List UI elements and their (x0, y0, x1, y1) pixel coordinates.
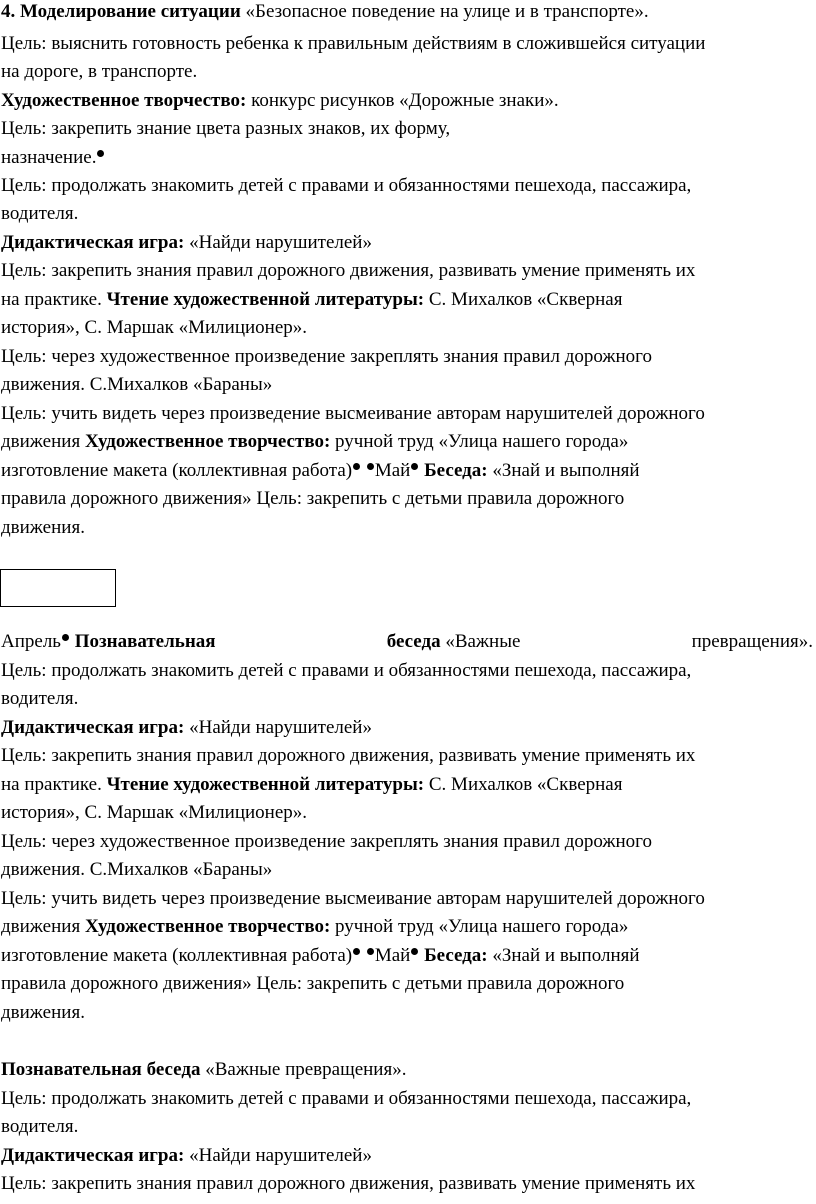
paragraph-line (1, 916, 628, 938)
bullet-dot (411, 463, 418, 470)
goal-text: назначение. (1, 147, 97, 168)
goal-text: на практике. (1, 774, 107, 795)
art-text: ручной труд «Улица нашего города» (330, 431, 629, 452)
cog-label-1: Познавательная (74, 631, 216, 652)
cog-label-2: беседа (386, 631, 441, 652)
month-label: Май (374, 945, 411, 966)
paragraph-line: Цель: выяснить готовность ребенка к правильным действиям в сложившейся ситуации (1, 33, 706, 54)
paragraph-line: Цель: закрепить знания правил дорожного движения, развивать умение применять их (1, 1173, 696, 1194)
paragraph-line (1, 774, 622, 796)
paragraph-line: Цель: продолжать знакомить детей с правами и обязанностями пешехода, пассажира, (1, 175, 692, 196)
paragraph-line (1, 90, 559, 112)
paragraph-line (1, 1145, 372, 1167)
paragraph-line (1, 945, 640, 967)
heading-text: «Безопасное поведение на улице и в транспорте». (240, 1, 649, 22)
cog-label: Познавательная беседа (1, 1059, 201, 1080)
paragraph-line: Цель: закрепить знания правил дорожного движения, развивать умение применять их (1, 745, 696, 766)
paragraph-line: правила дорожного движения» Цель: закрепить с детьми правила дорожного (1, 488, 625, 509)
cog-text: «Важные превращения». (200, 1059, 407, 1080)
talk-label: Беседа: (424, 945, 488, 966)
paragraph-line: правила дорожного движения» Цель: закрепить с детьми правила дорожного (1, 973, 625, 994)
empty-frame (0, 569, 116, 607)
paragraph-line (1, 717, 372, 739)
paragraph-line: движения. С.Михалков «Бараны» (1, 859, 273, 880)
game-label: Дидактическая игра: (1, 1145, 185, 1166)
heading-bold: 4. Моделирование ситуации (1, 1, 241, 22)
section1-heading (1, 1, 649, 23)
paragraph-line (1, 289, 622, 311)
paragraph-line: движения. (1, 517, 85, 538)
art-label: Художественное творчество: (84, 431, 331, 452)
talk-label: Беседа: (424, 460, 488, 481)
reading-label: Чтение художественной литературы: (106, 774, 425, 795)
paragraph-line: движения. (1, 1002, 85, 1023)
paragraph-line: Цель: через художественное произведение закреплять знания правил дорожного (1, 346, 653, 367)
goal-text: движения (1, 916, 85, 937)
paragraph-line: Цель: закрепить знание цвета разных знаков, их форму, (1, 118, 451, 139)
talk-text: «Знай и выполняй (487, 460, 640, 481)
cog-text-2: превращения». (691, 631, 813, 652)
paragraph-line: история», С. Маршак «Милиционер». (1, 317, 308, 338)
paragraph-line: движения. С.Михалков «Бараны» (1, 374, 273, 395)
bullet-dot (353, 948, 360, 955)
reading-label: Чтение художественной литературы: (106, 289, 425, 310)
goal-text: изготовление макета (коллективная работа) (1, 945, 353, 966)
bullet-dot (367, 463, 374, 470)
cog-text-1: «Важные (445, 631, 521, 652)
paragraph-line (1, 232, 372, 254)
paragraph-line: водителя. (1, 203, 79, 224)
game-label: Дидактическая игра: (1, 717, 185, 738)
art-text: ручной труд «Улица нашего города» (330, 916, 629, 937)
paragraph-line: Цель: через художественное произведение закреплять знания правил дорожного (1, 831, 653, 852)
bullet-dot (62, 634, 69, 641)
goal-text: изготовление макета (коллективная работа) (1, 460, 353, 481)
heading-part (1, 631, 216, 653)
reading-text: С. Михалков «Скверная (424, 774, 623, 795)
game-text: «Найди нарушителей» (184, 1145, 372, 1166)
paragraph-line (1, 431, 628, 453)
talk-text: «Знай и выполняй (487, 945, 640, 966)
bullet-dot (367, 948, 374, 955)
reading-text: С. Михалков «Скверная (424, 289, 623, 310)
paragraph-line: история», С. Маршак «Милиционер». (1, 802, 308, 823)
bullet-dot (97, 150, 104, 157)
paragraph-line: Цель: продолжать знакомить детей с правами и обязанностями пешехода, пассажира, (1, 660, 692, 681)
goal-text: на практике. (1, 289, 107, 310)
art-label: Художественное творчество: (1, 90, 247, 111)
game-text: «Найди нарушителей» (184, 232, 372, 253)
art-label: Художественное творчество: (84, 916, 331, 937)
paragraph-line: Цель: учить видеть через произведение высмеивание авторам нарушителей дорожного (1, 888, 705, 909)
section3-heading (1, 1059, 406, 1081)
heading-part (387, 631, 521, 653)
month-label: Май (374, 460, 411, 481)
game-label: Дидактическая игра: (1, 232, 185, 253)
paragraph-line: Цель: учить видеть через произведение высмеивание авторам нарушителей дорожного (1, 403, 705, 424)
paragraph-line: на дороге, в транспорте. (1, 61, 198, 82)
bullet-dot (411, 948, 418, 955)
paragraph-line: водителя. (1, 1116, 79, 1137)
goal-text: движения (1, 431, 85, 452)
paragraph-line: водителя. (1, 688, 79, 709)
paragraph-line: Цель: продолжать знакомить детей с правами и обязанностями пешехода, пассажира, (1, 1088, 692, 1109)
bullet-dot (353, 463, 360, 470)
paragraph-line (1, 147, 105, 169)
month-label: Апрель (1, 631, 61, 652)
game-text: «Найди нарушителей» (184, 717, 372, 738)
section2-heading (1, 631, 813, 653)
paragraph-line (1, 460, 640, 482)
paragraph-line: Цель: закрепить знания правил дорожного движения, развивать умение применять их (1, 260, 696, 281)
art-text: конкурс рисунков «Дорожные знаки». (246, 90, 559, 111)
